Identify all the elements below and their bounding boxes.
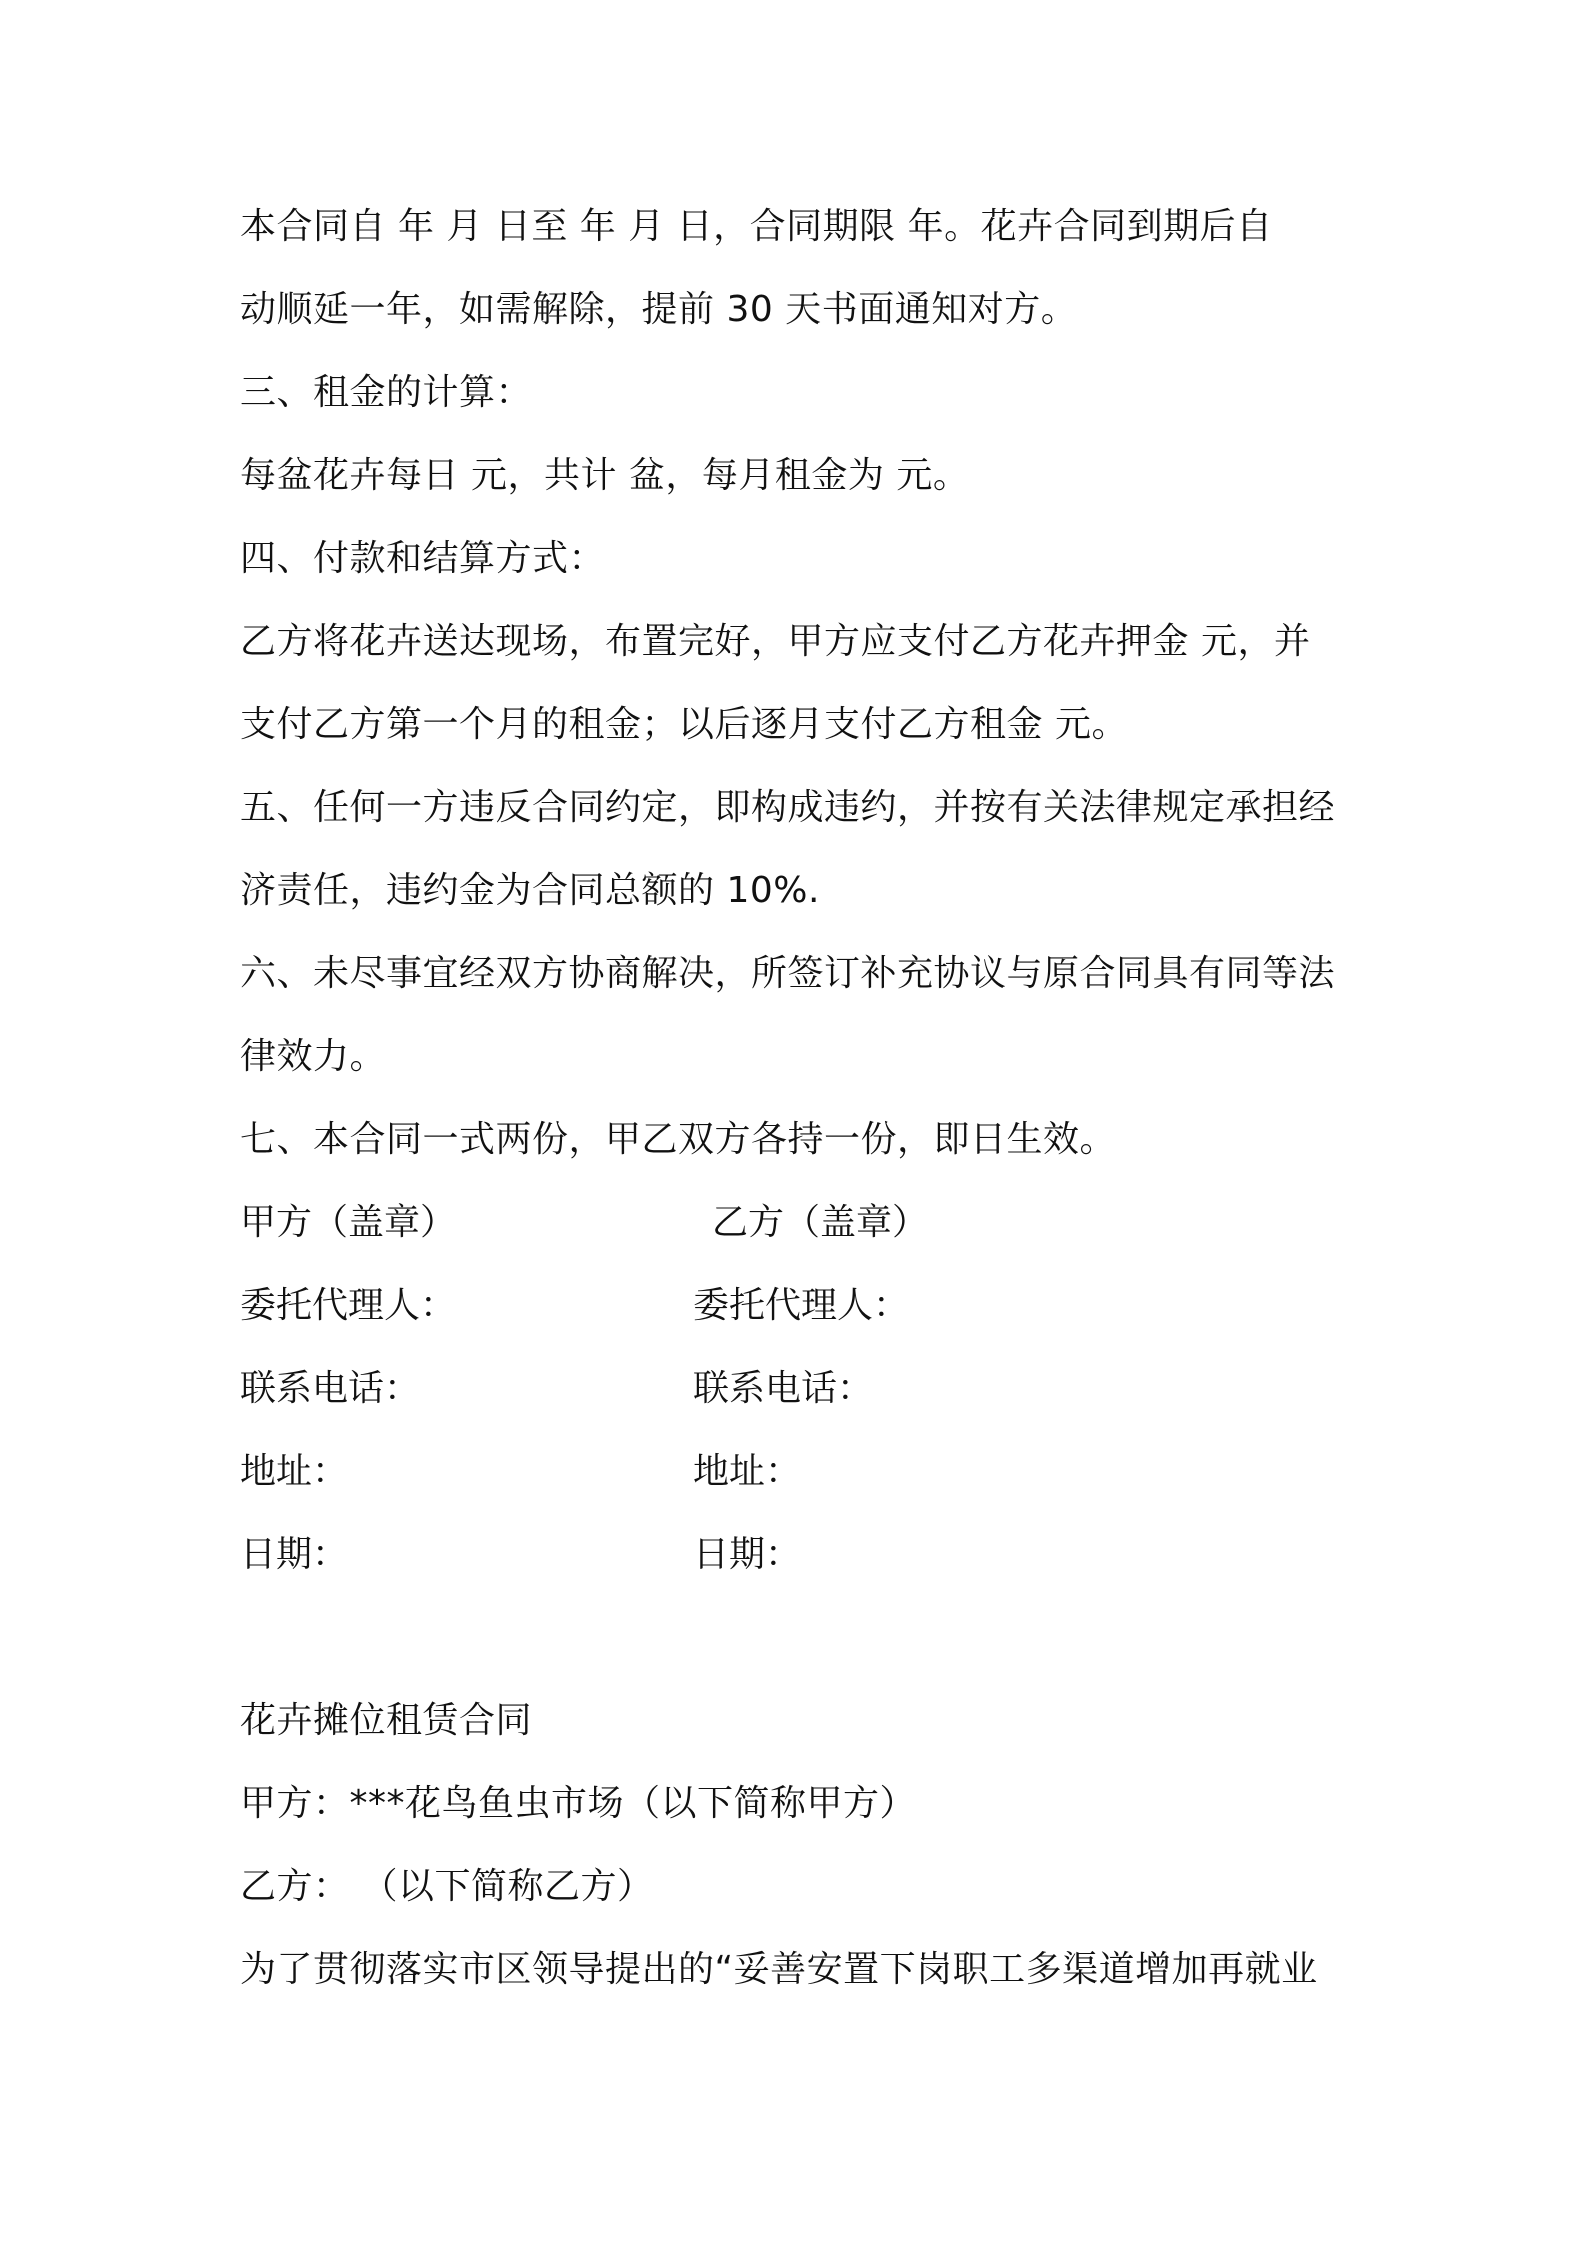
party-b-phone-label: 联系电话：	[693, 1368, 874, 1409]
party-a-agent-label: 委托代理人：	[240, 1285, 457, 1326]
section-7-line: 七、本合同一式两份，甲乙双方各持一份，即日生效。	[240, 1119, 1117, 1160]
party-a-address-label: 地址：	[240, 1451, 349, 1492]
payment-line-1: 乙方将花卉送达现场，布置完好，甲方应支付乙方花卉押金 元，并	[240, 621, 1311, 662]
second-contract-title: 花卉摊位租赁合同	[240, 1700, 533, 1741]
section-4-heading: 四、付款和结算方式：	[240, 538, 606, 579]
party-b-seal-label: 乙方（盖章）	[712, 1202, 929, 1243]
section-5-line-2: 济责任，违约金为合同总额的 10%.	[240, 870, 820, 911]
rent-calculation-line: 每盆花卉每日 元，共计 盆，每月租金为 元。	[240, 455, 970, 496]
party-b-date-label: 日期：	[693, 1534, 802, 1575]
second-contract-party-b: 乙方： （以下简称乙方）	[240, 1866, 654, 1907]
section-6-line-1: 六、未尽事宜经双方协商解决，所签订补充协议与原合同具有同等法	[240, 953, 1336, 994]
payment-line-2: 支付乙方第一个月的租金；以后逐月支付乙方租金 元。	[240, 704, 1128, 745]
term-clause-line-1: 本合同自 年 月 日至 年 月 日，合同期限 年。花卉合同到期后自	[240, 206, 1273, 247]
party-b-address-label: 地址：	[693, 1451, 802, 1492]
section-5-line-1: 五、任何一方违反合同约定，即构成违约，并按有关法律规定承担经	[240, 787, 1336, 828]
party-a-seal-label: 甲方（盖章）	[240, 1202, 457, 1243]
party-a-phone-label: 联系电话：	[240, 1368, 421, 1409]
term-clause-line-2: 动顺延一年，如需解除，提前 30 天书面通知对方。	[240, 289, 1078, 330]
second-contract-party-a: 甲方：***花鸟鱼虫市场（以下简称甲方）	[240, 1783, 917, 1824]
section-3-heading: 三、租金的计算：	[240, 372, 533, 413]
section-6-line-2: 律效力。	[240, 1036, 387, 1077]
party-a-date-label: 日期：	[240, 1534, 349, 1575]
party-b-agent-label: 委托代理人：	[693, 1285, 910, 1326]
second-contract-intro: 为了贯彻落实市区领导提出的“妥善安置下岗职工多渠道增加再就业	[240, 1949, 1318, 1990]
